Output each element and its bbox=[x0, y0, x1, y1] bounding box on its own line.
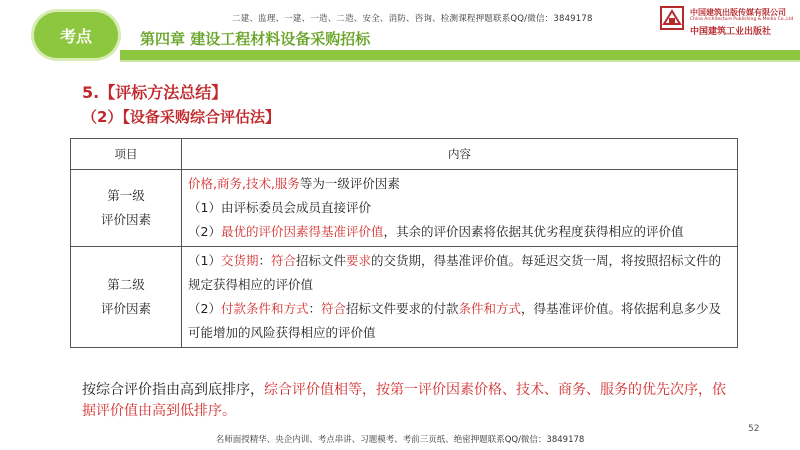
level2-label-line2: 评价因素 bbox=[100, 301, 151, 316]
table-header-item: 项目 bbox=[71, 139, 182, 170]
l2b-red3: 条件和方式 bbox=[458, 301, 522, 316]
level2-label-line1: 第二级 bbox=[107, 277, 145, 292]
publisher-name-cn: 中国建筑出版传媒有限公司 bbox=[690, 8, 786, 17]
level1-label-line1: 第一级 bbox=[107, 188, 145, 203]
l2a-red1: 交货期 bbox=[220, 253, 259, 268]
l2b-m2: 招标文件要求的付款 bbox=[346, 301, 459, 316]
level2-content bbox=[182, 247, 738, 348]
header-bar bbox=[120, 50, 800, 60]
top-contact-line: 二建、监理、一建、一造、二造、安全、消防、咨询、检测课程押题联系QQ/微信：3849178 bbox=[232, 14, 593, 24]
publisher-name-cn2: 中国建筑工业出版社 bbox=[690, 27, 772, 37]
level1-factors-desc: 等为一级评价因素 bbox=[299, 176, 400, 191]
level2-item1 bbox=[188, 249, 731, 297]
level1-line3 bbox=[188, 220, 731, 244]
level1-line2: （1）由评标委员会成员直接评价 bbox=[188, 200, 371, 215]
level2-label bbox=[71, 247, 182, 348]
level1-l3-prefix: （2） bbox=[188, 224, 221, 239]
topic-badge: 考点 bbox=[34, 12, 118, 58]
level1-label bbox=[71, 170, 182, 247]
table-row bbox=[71, 247, 738, 348]
l2b-rest: ，得基准评价值。将依据利息多少及可能增加的风险获得相应的评价值 bbox=[188, 301, 722, 340]
ranking-note-highlight: 综合评价值相等，按第一评价因素价格、技术、商务、服务的优先次序，依据评价值由高到低排序。 bbox=[82, 382, 726, 419]
level1-label-line2: 评价因素 bbox=[100, 212, 151, 227]
evaluation-table bbox=[70, 138, 738, 348]
subsection-title: （2）【设备采购综合评估法】 bbox=[82, 108, 280, 126]
chapter-title: 第四章 建设工程材料设备采购招标 bbox=[140, 30, 371, 48]
header bbox=[0, 0, 800, 68]
l2a-rest: 的交货期，得基准评价值。每延迟交货一周，将按照招标文件的规定获得相应的评价值 bbox=[188, 253, 722, 292]
level1-line1 bbox=[188, 172, 731, 196]
publisher-name-en: China Architecture Publishing & Media Co.,Ltd bbox=[690, 17, 794, 22]
l2a-red3: 要求 bbox=[346, 253, 372, 268]
bottom-contact-line: 名师面授精华、央企内训、考点串讲、习题模考、考前三页纸、绝密押题联系QQ/微信：3849178 bbox=[215, 435, 585, 445]
l2a-m2: 招标文件 bbox=[296, 253, 347, 268]
section-title: 5.【评标方法总结】 bbox=[82, 83, 228, 102]
level1-content bbox=[182, 170, 738, 247]
l2b-m1: ： bbox=[308, 301, 321, 316]
table-header-content: 内容 bbox=[182, 139, 738, 170]
l2b-prefix: （2） bbox=[188, 301, 221, 316]
ranking-note bbox=[82, 380, 732, 422]
l2a-m1: ： bbox=[258, 253, 271, 268]
page-number: 52 bbox=[748, 424, 760, 434]
level1-l3-highlight: 最优的评价因素得基准评价值 bbox=[220, 224, 384, 239]
level1-factors: 价格,商务,技术,服务 bbox=[188, 176, 300, 191]
level2-item2 bbox=[188, 297, 731, 345]
ranking-note-plain: 按综合评价指由高到底排序， bbox=[82, 382, 264, 398]
l2b-red2: 符合 bbox=[320, 301, 346, 316]
publisher-logo-icon bbox=[660, 6, 684, 30]
l2a-red2: 符合 bbox=[270, 253, 296, 268]
l2a-prefix: （1） bbox=[188, 253, 221, 268]
publisher-logo bbox=[660, 6, 794, 37]
level1-l3-rest: ，其余的评价因素将依据其优劣程度获得相应的评价值 bbox=[383, 224, 684, 239]
l2b-red1: 付款条件和方式 bbox=[220, 301, 309, 316]
header-bar-shadow bbox=[120, 60, 800, 62]
table-row bbox=[71, 170, 738, 247]
table-header-row bbox=[71, 139, 738, 170]
